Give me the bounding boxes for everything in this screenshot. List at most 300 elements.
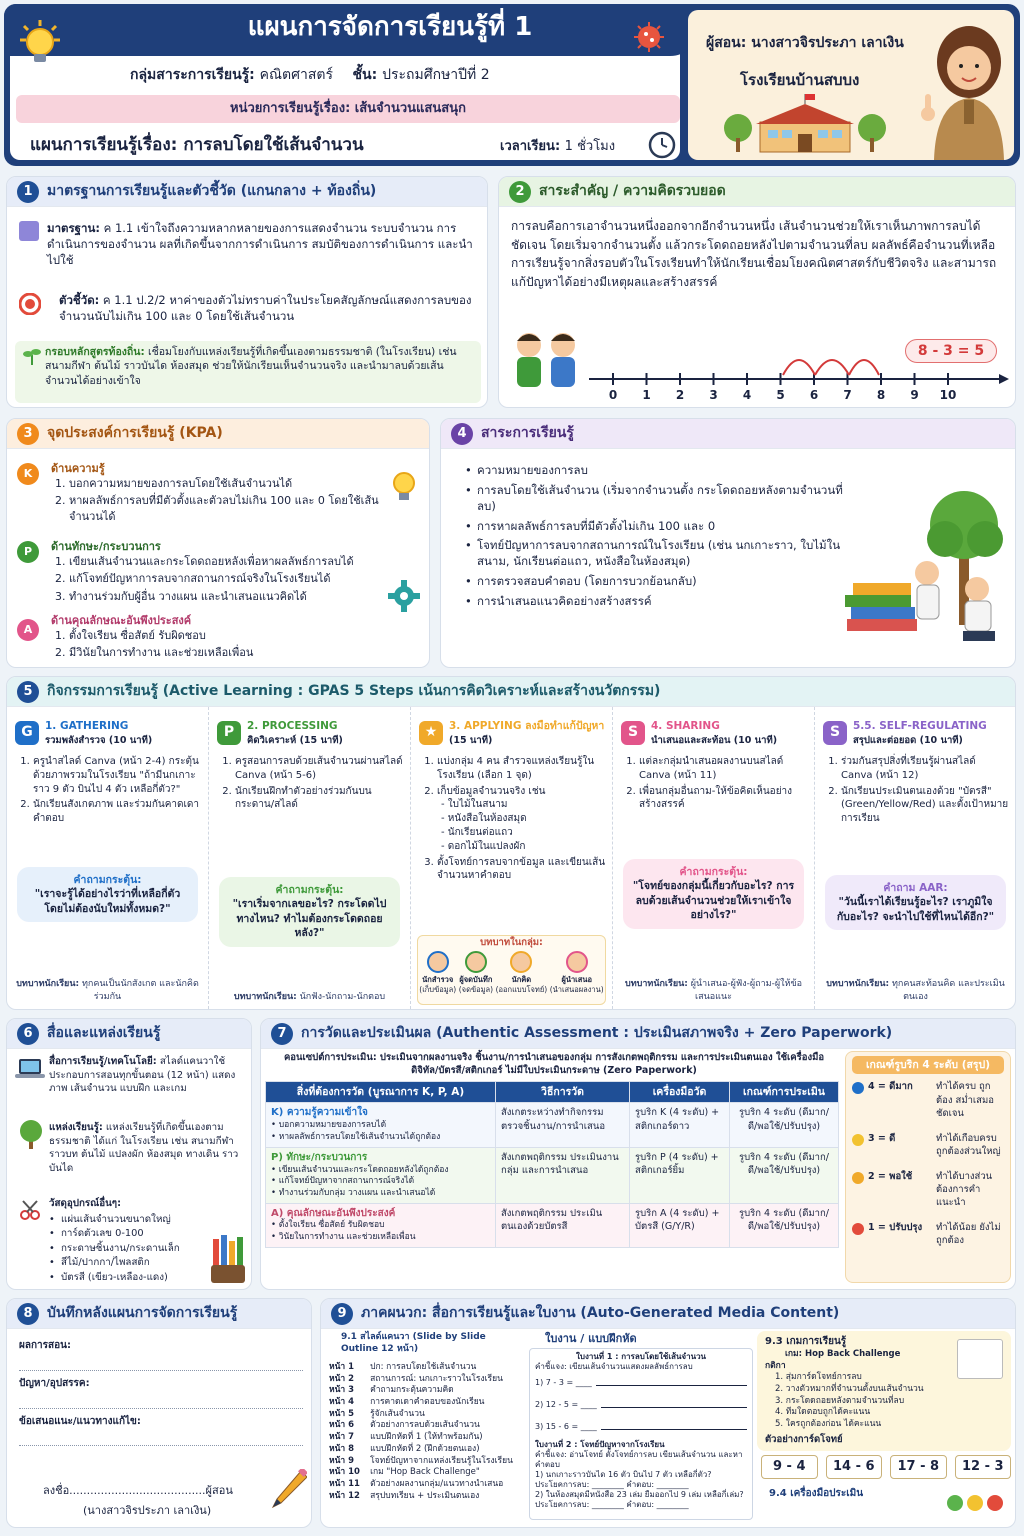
rubric-face-icon xyxy=(852,1172,864,1184)
slide-topic: แบบฝึกหัดที่ 1 (ให้ทำพร้อมกัน) xyxy=(370,1432,483,1443)
step-item: 1. ร่วมกันสรุปสิ่งที่เรียนรู้ผ่านสไลด์ Canva (หน้า 12) xyxy=(841,755,1010,783)
step-title: 5.5. SELF-REGULATING xyxy=(853,720,987,733)
group-role-figure xyxy=(510,951,532,973)
step-title: 1. GATHERING xyxy=(45,720,129,733)
measure-title xyxy=(271,1207,490,1221)
note-line[interactable] xyxy=(19,1353,303,1371)
tick-label: 1 xyxy=(642,388,651,402)
step-header xyxy=(419,713,606,753)
step-header xyxy=(15,713,202,753)
step-icon: S xyxy=(621,721,645,745)
unit-banner: หน่วยการเรียนรู้เรื่อง: เส้นจำนวนแสนสนุก xyxy=(16,95,680,123)
virus-icon xyxy=(632,20,666,54)
lightbulb-icon xyxy=(14,18,66,70)
game-card[interactable]: 12 - 3 xyxy=(955,1455,1012,1479)
hop-arc xyxy=(815,360,849,375)
game-rule: 2. วางตัวหมากที่จำนวนตั้งบนเส้นจำนวน xyxy=(775,1383,924,1394)
objective-item: 2. มีวินัยในการทำงาน และช่วยเหลือเพื่อน xyxy=(69,645,391,660)
note-line[interactable] xyxy=(19,1391,303,1409)
game-cards xyxy=(761,1455,1011,1479)
section-media: 6 สื่อและแหล่งเรียนรู้ สื่อการเรียนรู้/เทคโนโลยี: สไลด์แคนวาใช้ประกอบการสอนทุกขั้นตอน (12 หน้า) แสดงภาพ เส้นจำนวน แบบฝึก และเกม แหล่งเรียนรู้: แหล่งเรียนรู้ที่เกิดขึ้นเองตามธรรมชาติ ได้แก่ ในโรงเรียน เช่น สนามกีฬา ราวบท ต้นไม้ แปลงผัก ห้องสมุด ทางเดิน ราวบันได วัสดุอุปกรณ์อื่นๆ: • แผ่นเส้นจำนวนขนาดใหญ่ • การ์ดตัวเลข 0-100 • กระดาษชิ้นงาน/กระดานเล็ก • สีไม้/ปากกา/ไพลสติก • บัตรสี (เขียว-เหลือง-แดง) xyxy=(6,1018,252,1290)
tick-label: 8 xyxy=(876,388,886,402)
gear-icon xyxy=(387,579,421,613)
step-items xyxy=(217,755,404,812)
section-title: กิจกรรมการเรียนรู้ (Active Learning : GPAS 5 Steps เน้นการคิดวิเคราะห์และสร้างนวัตกรรม) xyxy=(47,682,661,699)
slide-row xyxy=(325,1456,525,1468)
slide-page: หน้า 3 xyxy=(329,1385,355,1396)
step-items xyxy=(419,755,606,883)
tick-label: 5 xyxy=(776,388,785,402)
tick-label: 0 xyxy=(608,388,618,402)
game-card[interactable]: 17 - 8 xyxy=(890,1455,947,1479)
equation-badge: 8 - 3 = 5 xyxy=(905,339,997,363)
slide-row xyxy=(325,1409,525,1421)
gpas-step xyxy=(209,707,411,1009)
criteria-cell: รูบริก 4 ระดับ (ดีมาก/ดี/พอใช้/ปรับปรุง) xyxy=(730,1103,839,1147)
section-number: 9 xyxy=(331,1303,353,1325)
game-rule: 5. ใครถูกต้องก่อน ได้คะแนน xyxy=(775,1419,882,1430)
worksheet-question: ประโยคการลบ: ________ คำตอบ: ________ xyxy=(535,1500,689,1510)
teacher-name: ผู้สอน: นางสาวจิรประภา เลาเงิน xyxy=(706,35,904,51)
section-number: 5 xyxy=(17,681,39,703)
tick-label: 2 xyxy=(675,388,685,402)
group-roles-title: บทบาทในกลุ่ม: xyxy=(480,937,543,948)
worksheet-question xyxy=(535,1394,747,1416)
rubric-item xyxy=(852,1080,1004,1119)
study-time: เวลาเรียน: 1 ชั่วโมง xyxy=(500,139,616,154)
notes-label: ข้อเสนอแนะ/แนวทางแก้ไข: xyxy=(19,1415,141,1427)
target-icon xyxy=(19,293,41,315)
subject-line: กลุ่มสาระการเรียนรู้: คณิตศาสตร์ ชั้น: ประถมศึกษาปีที่ 2 xyxy=(130,67,490,83)
tech-text: สไลด์แคนวาใช้ประกอบการสอนทุกขั้นตอน (12 หน้า) แสดงภาพ เส้นจำนวน แบบฝึก และเกม xyxy=(49,1056,236,1095)
prompt-bubble xyxy=(623,859,804,929)
group-role-name: นักสำรวจ xyxy=(422,975,454,985)
step-title: 3. APPLYING ลงมือทำแก้ปัญหา xyxy=(449,720,605,733)
step-item: 2. เก็บข้อมูลจำนวนจริง เช่น - ใบไม้ในสนาม - หนังสือในห้องสมุด - นักเรียนต่อแถว - ดอกไม้ในแปลงผัก xyxy=(437,785,606,854)
criteria-cell: รูบริก 4 ระดับ (ดีมาก/ดี/พอใช้/ปรับปรุง) xyxy=(730,1147,839,1203)
slide-row xyxy=(325,1420,525,1432)
group-role xyxy=(459,949,493,996)
worksheet-panel xyxy=(529,1331,753,1525)
k-badge: K xyxy=(17,463,39,485)
tick-label: 9 xyxy=(910,388,919,402)
measure-cell xyxy=(266,1203,496,1247)
tick-label: 6 xyxy=(809,388,819,402)
student-role xyxy=(215,991,404,1003)
objective-item: 2. แก้โจทย์ปัญหาการลบจากสถานการณ์จริงในโรงเรียนได้ xyxy=(69,571,391,586)
step-subtitle: คิดวิเคราะห์ (15 นาที) xyxy=(247,734,343,746)
slide-page: หน้า 7 xyxy=(329,1432,355,1443)
measure-tag: A) xyxy=(271,1207,284,1219)
a-badge: A xyxy=(17,619,39,641)
prompt-title: คำถามกระตุ้น: xyxy=(275,884,344,896)
worksheet-2-questions xyxy=(535,1470,747,1510)
rubric-desc: ทำได้ครบ ถูกต้อง สม่ำเสมอ ชัดเจน xyxy=(936,1081,994,1119)
section-standards: 1 มาตรฐานการเรียนรู้และตัวชี้วัด (แกนกลาง + ท้องถิ่น) มาตรฐาน: ค 1.1 เข้าใจถึงความหลากหลายของการแสดงจำนวน ระบบจำนวน การดำเนินการของจำนวน ผลที่เกิดขึ้นจากการดำเนินการ สมบัติของการดำเนินการ และนำไปใช้ ตัวชี้วัด: ค 1.1 ป.2/2 หาค่าของตัวไม่ทราบค่าในประโยคสัญลักษณ์แสดงการลบของจำนวนนับไม่เกิน 100 และ 0 โดยใช้เส้นจำนวน กรอบหลักสูตรท้องถิ่น: เชื่อมโยงกับแหล่งเรียนรู้ที่เกิดขึ้นเองตามธรรมชาติ (ในโรงเรียน) เช่น สนามกีฬา ต้นไม้ ราวบันได ห้องสมุด ช่วยให้นักเรียนเห็นจำนวนจริง และนำมาลบด้วยเส้นจำนวนได้อย่างเข้าใจ xyxy=(6,176,488,408)
slide-topic: เกม "Hop Back Challenge" xyxy=(370,1467,480,1478)
step-header xyxy=(217,713,404,753)
game-rules xyxy=(765,1372,1003,1431)
method-cell: สังเกตระหว่างทำกิจกรรม ตรวจชิ้นงาน/การนำเสนอ xyxy=(496,1103,630,1147)
slide-row xyxy=(325,1444,525,1456)
rubric-level: 1 = ปรับปรุง xyxy=(868,1222,923,1234)
measure-item: • ทำงานร่วมกับกลุ่ม วางแผน และนำเสนอได้ xyxy=(271,1187,436,1198)
game-rule: 3. กระโดดถอยหลังตามจำนวนที่ลบ xyxy=(775,1395,905,1406)
prompt-text: "เราเริ่มจากเลขอะไร? กระโดดไปทางไหน? ทำไมต้องกระโดดถอยหลัง?" xyxy=(232,898,387,940)
rubric-title: เกณฑ์รูบริก 4 ระดับ (สรุป) xyxy=(852,1056,1004,1074)
step-item: 1. แต่ละกลุ่มนำเสนอผลงานบนสไลด์ Canva (หน้า 11) xyxy=(639,755,808,783)
tick-label: 7 xyxy=(843,388,852,402)
rubric-desc: ทำได้น้อย ยังไม่ถูกต้อง xyxy=(936,1222,1001,1247)
pencil-icon xyxy=(271,1469,307,1509)
group-role-desc: (นำเสนอผลงาน) xyxy=(549,985,604,995)
signature-line: ลงชื่อ.......................................ผู้สอน xyxy=(43,1484,233,1497)
prompt-bubble xyxy=(17,867,198,922)
section-content xyxy=(440,418,1016,668)
school-building-icon xyxy=(720,94,890,154)
measure-item: • บอกความหมายของการลบได้ xyxy=(271,1120,387,1131)
step-header xyxy=(621,713,808,753)
slide-topic: ตัวอย่างการลบด้วยเส้นจำนวน xyxy=(370,1420,480,1431)
prompt-bubble xyxy=(825,875,1006,930)
section-number: 1 xyxy=(17,181,39,203)
slide-page: หน้า 6 xyxy=(329,1420,355,1431)
section-title: การวัดและประเมินผล (Authentic Assessment : ประเมินสภาพจริง + Zero Paperwork) xyxy=(301,1024,893,1041)
material-item: • สีไม้/ปากกา/ไพลสติก xyxy=(49,1256,209,1270)
measure-item: • วินัยในการทำงาน และช่วยเหลือเพื่อน xyxy=(271,1232,416,1243)
k-list xyxy=(51,476,381,524)
measure-item: • เขียนเส้นจำนวนและกระโดดถอยหลังได้ถูกต้อง xyxy=(271,1164,449,1175)
group-role-figure xyxy=(465,951,487,973)
role-label: บทบาทนักเรียน: xyxy=(233,991,297,1002)
step-subitem: - หนังสือในห้องสมุด xyxy=(441,813,527,825)
content-item: • การลบโดยใช้เส้นจำนวน (เริ่มจากจำนวนตั้ง กระโดดถอยหลังตามจำนวนที่ลบ) xyxy=(465,483,845,515)
game-rule: 1. สุ่มการ์ดโจทย์การลบ xyxy=(775,1372,862,1383)
group-role xyxy=(419,949,456,996)
game-title: 9.3 เกมการเรียนรู้ xyxy=(765,1336,847,1347)
objective-item: 2. หาผลลัพธ์การลบที่มีตัวตั้งและตัวลบไม่เกิน 100 และ 0 โดยใช้เส้นจำนวนได้ xyxy=(69,493,381,523)
worksheet-question: ประโยคการลบ: ________ คำตอบ: ________ xyxy=(535,1480,689,1490)
section-activities xyxy=(6,676,1016,1010)
section-concept xyxy=(498,176,1016,408)
group-role-name: ผู้นำเสนอ xyxy=(561,975,592,985)
step-title: 2. PROCESSING xyxy=(247,720,338,733)
step-subtitle: สรุปและต่อยอด (10 นาที) xyxy=(853,734,963,746)
section-title: ภาคผนวก: สื่อการเรียนรู้และใบงาน (Auto-Generated Media Content) xyxy=(361,1304,840,1321)
table-header: สิ่งที่ต้องการวัด (บูรณาการ K, P, A) xyxy=(266,1082,496,1103)
gpas-step xyxy=(815,707,1016,1009)
content-item: • การนำเสนอแนวคิดอย่างสร้างสรรค์ xyxy=(465,594,845,610)
step-title-wrap xyxy=(45,719,152,747)
section-number: 8 xyxy=(17,1303,39,1325)
mini-number-line xyxy=(596,1380,747,1386)
content-item: • การตรวจสอบคำตอบ (โดยการบวกย้อนกลับ) xyxy=(465,574,845,590)
game-panel: 9.3 เกมการเรียนรู้ เกม: Hop Back Challenge กติกา 1. สุ่มการ์ดโจทย์การลบ 2. วางตัวหมากที่จำนวนตั้งบนเส้นจำนวน 3. กระโดดถอยหลังตามจำนวนที่ลบ 4. ทีมใดตอบถูกได้คะแนน 5. ใครถูกต้องก่อน ได้คะแนน ตัวอย่างการ์ดโจทย์ xyxy=(757,1331,1011,1451)
rubric-face-icon xyxy=(852,1134,864,1146)
page-title: แผนการจัดการเรียนรู้ที่ 1 xyxy=(247,12,533,42)
objective-item: 3. ทำงานร่วมกับผู้อื่น วางแผน และนำเสนอแนวคิดได้ xyxy=(69,589,391,604)
gpas-step xyxy=(411,707,613,1009)
student-role xyxy=(619,978,808,1003)
step-subtitle: (15 นาที) xyxy=(449,734,493,746)
section-title: บันทึกหลังแผนการจัดการเรียนรู้ xyxy=(47,1304,238,1321)
step-item: 2. นักเรียนสังเกตภาพ และร่วมกันคาดเดาคำตอบ xyxy=(33,798,202,826)
step-item: 1. ครูสอนการลบด้วยเส้นจำนวนผ่านสไลด์ Canva (หน้า 5-6) xyxy=(235,755,404,783)
step-items xyxy=(15,755,202,826)
source-text: แหล่งเรียนรู้ที่เกิดขึ้นเองตามธรรมชาติ ได้แก่ ในโรงเรียน เช่น สนามกีฬา ราวบท ต้นไม้ แปลงผัก ห้องสมุด ทางเดิน ราวบันได xyxy=(49,1122,239,1174)
step-title-wrap xyxy=(247,719,343,747)
role-text: ทุกคนสะท้อนคิด และประเมินตนเอง xyxy=(891,979,1005,1002)
gpas-step xyxy=(613,707,815,1009)
method-cell: สังเกตพฤติกรรม ประเมินงานกลุ่ม และการนำเสนอ xyxy=(496,1147,630,1203)
books-students-icon xyxy=(837,549,1007,649)
tool-cell: รูบริก A (4 ระดับ) + บัตรสี (G/Y/R) xyxy=(630,1203,730,1247)
slides-panel xyxy=(325,1331,525,1525)
concept-text: การลบคือการเอาจำนวนหนึ่งออกจากอีกจำนวนหนึ่ง เส้นจำนวนช่วยให้เราเห็นภาพการลบได้ชัดเจน โดยเริ่มจากจำนวนตั้ง แล้วกระโดดถอยหลังไปตามจำนวนที่ลบ ผลลัพธ์คือจำนวนที่เหลือ การเรียนรู้จากสิ่งรอบตัวในโรงเรียนทำให้นักเรียนเชื่อมโยงคณิตศาสตร์กับชีวิตจริง และสามารถแก้ปัญหาได้อย่างมีเหตุผลและสร้างสรรค์ xyxy=(511,219,997,289)
section-title: มาตรฐานการเรียนรู้และตัวชี้วัด (แกนกลาง + ท้องถิ่น) xyxy=(47,182,377,199)
table-header: เครื่องมือวัด xyxy=(630,1082,730,1103)
slide-row xyxy=(325,1467,525,1479)
group-role-desc: (จดข้อมูล) xyxy=(458,985,494,995)
section-assessment xyxy=(260,1018,1016,1290)
slide-row xyxy=(325,1479,525,1491)
measure-name: ทักษะ/กระบวนการ xyxy=(286,1151,368,1163)
materials-label: วัสดุอุปกรณ์อื่นๆ: xyxy=(49,1198,121,1209)
step-header xyxy=(823,713,1010,753)
step-item: 2. เพื่อนกลุ่มอื่นถาม-ให้ข้อคิดเห็นอย่างสร้างสรรค์ xyxy=(639,785,808,813)
step-icon: S xyxy=(823,721,847,745)
game-name: เกม: Hop Back Challenge xyxy=(785,1348,901,1359)
rubric-level: 4 = ดีมาก xyxy=(868,1081,913,1093)
material-item: • บัตรสี (เขียว-เหลือง-แดง) xyxy=(49,1271,209,1285)
slide-page: หน้า 11 xyxy=(329,1479,360,1489)
slide-topic: โจทย์ปัญหาจากแหล่งเรียนรู้ในโรงเรียน xyxy=(370,1455,513,1466)
hop-arc xyxy=(849,360,879,375)
neutral-face-icon xyxy=(967,1495,983,1511)
notes-label: ผลการสอน: xyxy=(19,1340,71,1351)
game-card[interactable]: 14 - 6 xyxy=(826,1455,883,1479)
role-label: บทบาทนักเรียน: xyxy=(826,979,890,990)
slide-row xyxy=(325,1385,525,1397)
standard-text: ค 1.1 เข้าใจถึงความหลากหลายของการแสดงจำนวน ระบบจำนวน การดำเนินการของจำนวน ผลที่เกิดขึ้นจากการดำเนินการ สมบัติของการดำเนินการ และนำไปใช้ xyxy=(47,221,473,267)
slide-page: หน้า 5 xyxy=(329,1408,355,1419)
note-line[interactable] xyxy=(19,1428,303,1446)
step-item: 3. ตั้งโจทย์การลบจากข้อมูล และเขียนเส้นจำนวนหาคำตอบ xyxy=(437,856,606,884)
step-subitem: - ใบไม้ในสนาม xyxy=(441,799,508,811)
materials-list xyxy=(49,1213,209,1285)
step-item: 1. แบ่งกลุ่ม 4 คน สำรวจแหล่งเรียนรู้ในโรงเรียน (เลือก 1 จุด) xyxy=(437,755,606,783)
notes-label: ปัญหา/อุปสรรค: xyxy=(19,1377,90,1389)
measure-tag: K) xyxy=(271,1107,284,1119)
game-card[interactable]: 9 - 4 xyxy=(761,1455,818,1479)
step-subitems xyxy=(437,798,606,853)
question-text: 3) 15 - 6 = ____ xyxy=(535,1422,597,1432)
section-number: 4 xyxy=(451,423,473,445)
group-role-figure xyxy=(566,951,588,973)
measure-cell xyxy=(266,1103,496,1147)
table-header: เกณฑ์การประเมิน xyxy=(730,1082,839,1103)
school-name: โรงเรียนบ้านสบบง xyxy=(740,71,860,89)
section-number: 2 xyxy=(509,181,531,203)
rubric-item xyxy=(852,1221,1004,1247)
game-board-icon xyxy=(957,1339,1003,1379)
student-role xyxy=(13,978,202,1003)
slide-page: หน้า 10 xyxy=(329,1467,360,1478)
step-items xyxy=(823,755,1010,826)
worksheet-question: 2) ในห้องสมุดมีหนังสือ 23 เล่ม ยืมออกไป 9 เล่ม เหลือกี่เล่ม? xyxy=(535,1490,744,1500)
material-item: • กระดาษชิ้นงาน/กระดานเล็ก xyxy=(49,1242,209,1256)
section-title: สื่อและแหล่งเรียนรู้ xyxy=(47,1024,161,1041)
subject: คณิตศาสตร์ xyxy=(259,67,334,83)
mini-number-line xyxy=(601,1424,747,1430)
hop-arc xyxy=(783,360,815,375)
slide-row xyxy=(325,1374,525,1386)
sad-face-icon xyxy=(987,1495,1003,1511)
worksheet-question xyxy=(535,1416,747,1438)
pencils-icon xyxy=(211,1231,247,1283)
rubric-desc: ทำได้บางส่วน ต้องการคำแนะนำ xyxy=(936,1171,993,1209)
slide-page: หน้า 12 xyxy=(329,1490,360,1501)
section-number: 3 xyxy=(17,423,39,445)
number-line xyxy=(589,327,1009,403)
group-role-name: ผู้จดบันทึก xyxy=(459,975,493,985)
measure-item: • ตั้งใจเรียน ซื่อสัตย์ รับผิดชอบ xyxy=(271,1220,385,1231)
step-item: 1. ครูนำสไลด์ Canva (หน้า 2-4) กระตุ้นด้วยภาพรวมในโรงเรียน "ถ้ามีนกเกาะราว 9 ตัว บินไป 4 ตัว เหลือกี่ตัว?" xyxy=(33,755,202,796)
objective-item: 1. บอกความหมายของการลบโดยใช้เส้นจำนวนได้ xyxy=(69,476,381,491)
slide-topic: การคาดเดาคำตอบของนักเรียน xyxy=(370,1396,485,1407)
question-text: 2) 12 - 5 = ____ xyxy=(535,1400,597,1410)
slide-topic: สรุปบทเรียน + ประเมินตนเอง xyxy=(370,1490,480,1501)
worksheet-title: ใบงาน / แบบฝึกหัด xyxy=(545,1332,637,1345)
slide-row xyxy=(325,1491,525,1503)
prompt-text: "วันนี้เราได้เรียนรู้อะไร? เราภูมิใจกับอะไร? จะนำไปใช้ที่ไหนได้อีก?" xyxy=(836,896,995,923)
slide-page: หน้า 4 xyxy=(329,1396,355,1407)
step-title-wrap xyxy=(651,719,777,747)
slide-topic: สถานการณ์: นกเกาะราวในโรงเรียน xyxy=(370,1373,503,1384)
material-item: • การ์ดตัวเลข 0-100 xyxy=(49,1227,209,1241)
step-icon: ★ xyxy=(419,721,443,745)
laptop-icon xyxy=(15,1057,45,1081)
step-items xyxy=(621,755,808,812)
question-text: 1) 7 - 3 = ____ xyxy=(535,1378,592,1388)
group-role xyxy=(550,949,604,996)
rubric-face-icon xyxy=(852,1082,864,1094)
worksheet-question: 1) นกเกาะราวบันได 16 ตัว บินไป 7 ตัว เหลือกี่ตัว? xyxy=(535,1470,712,1480)
prompt-text: "โจทย์ของกลุ่มนี้เกี่ยวกับอะไร? การลบด้วยเส้นจำนวนช่วยให้เราเข้าใจอย่างไร?" xyxy=(632,880,795,922)
section-title: จุดประสงค์การเรียนรู้ (KPA) xyxy=(47,424,223,441)
slide-row xyxy=(325,1432,525,1444)
scissors-icon xyxy=(19,1199,41,1221)
slide-row xyxy=(325,1362,525,1374)
plan-title: แผนการเรียนรู้เรื่อง: การลบโดยใช้เส้นจำนวน xyxy=(30,135,364,155)
slide-page: หน้า 1 xyxy=(329,1361,355,1372)
step-subitem: - นักเรียนต่อแถว xyxy=(441,826,513,838)
worksheet-sheet: ใบงานที่ 1 : การลบโดยใช้เส้นจำนวน คำชี้แจง: เขียนเส้นจำนวนแสดงผลลัพธ์การลบ 1) 7 - 3 = ____ 2) 12 - 5 = ____ 3) 15 - 6 = ____ ใบงานที่ 2 : โจทย์ปัญหาจากโรงเรียน คำชี้แจง: อ่านโจทย์ ตั้งโจทย์การลบ เขียนเส้นจำนวน และหาคำตอบ 1) นกเกาะราวบันได 16 ตัว บินไป 7 ตัว เหลือกี่ตัว? ประโยคการลบ: ________ คำตอบ: ________ 2) ในห้องสมุดมีหนังสือ 23 เล่ม ยืมออกไป 9 เล่ม เหลือกี่เล่ม? ประโยคการลบ: ________ คำตอบ: ________ xyxy=(529,1348,753,1520)
section-appendix xyxy=(320,1298,1016,1528)
happy-face-icon xyxy=(947,1495,963,1511)
gpas-step xyxy=(7,707,209,1009)
content-item: • การหาผลลัพธ์การลบที่มีตัวตั้งไม่เกิน 100 และ 0 xyxy=(465,519,845,535)
group-role-desc: (ออกแบบโจทย์) xyxy=(495,985,548,995)
tick-label: 4 xyxy=(742,388,752,402)
rubric-box xyxy=(845,1051,1011,1283)
role-text: นักฟัง-นักถาม-นักตอบ xyxy=(299,991,386,1002)
step-title: 4. SHARING xyxy=(651,720,720,733)
content-item: • โจทย์ปัญหาการลบจากสถานการณ์ในโรงเรียน (เช่น นกเกาะราว, ใบไม้ในสนาม, นักเรียนต่อแถว, หนังสือในห้องสมุด) xyxy=(465,538,845,570)
group-role-name: นักคิด xyxy=(511,975,532,985)
measure-title xyxy=(271,1106,490,1120)
assessment-table xyxy=(265,1081,839,1248)
worksheet-1-questions xyxy=(535,1372,747,1438)
step-icon: P xyxy=(217,721,241,745)
section-notes xyxy=(6,1298,312,1528)
role-label: บทบาทนักเรียน: xyxy=(16,979,80,990)
prompt-title: คำถามกระตุ้น: xyxy=(73,874,142,886)
rubric-level: 3 = ดี xyxy=(868,1132,896,1144)
local-text: เชื่อมโยงกับแหล่งเรียนรู้ที่เกิดขึ้นเองตามธรรมชาติ (ในโรงเรียน) เช่น สนามกีฬา ต้นไม้ ราวบันได ห้องสมุด ช่วยให้นักเรียนเห็นจำนวนจริง และนำมาลบด้วยเส้นจำนวนได้อย่างเข้าใจ xyxy=(45,346,457,387)
group-roles xyxy=(417,935,606,1005)
section-title: สาระการเรียนรู้ xyxy=(481,424,574,441)
step-title-wrap xyxy=(449,719,604,747)
step-item: 2. นักเรียนฝึกทำตัวอย่างร่วมกันบนกระดาน/สไลด์ xyxy=(235,785,404,813)
measure-tag: P) xyxy=(271,1151,283,1163)
section-number: 6 xyxy=(17,1023,39,1045)
step-title-wrap xyxy=(853,719,987,747)
local-curriculum-box: กรอบหลักสูตรท้องถิ่น: เชื่อมโยงกับแหล่งเรียนรู้ที่เกิดขึ้นเองตามธรรมชาติ (ในโรงเรียน) เช่น สนามกีฬา ต้นไม้ ราวบันได ห้องสมุด ช่วยให้นักเรียนเห็นจำนวนจริง และนำมาลบด้วยเส้นจำนวนได้อย่างเข้าใจ xyxy=(15,341,481,403)
tool-title: 9.4 เครื่องมือประเมิน xyxy=(769,1488,864,1499)
measure-item: • แก้โจทย์ปัญหาจากสถานการณ์จริงได้ xyxy=(271,1176,415,1187)
tick-label: 3 xyxy=(709,388,718,402)
slide-topic: แบบฝึกหัดที่ 2 (ฝึกด้วยตนเอง) xyxy=(370,1443,480,1454)
step-subtitle: รวมพลังสำรวจ (10 นาที) xyxy=(45,734,153,746)
p-list xyxy=(51,554,391,604)
content-list xyxy=(465,463,845,614)
measure-item: • หาผลลัพธ์การลบโดยใช้เส้นจำนวนได้ถูกต้อง xyxy=(271,1132,441,1142)
rubric-item xyxy=(852,1170,1004,1209)
rubric-item xyxy=(852,1132,1004,1158)
group-role xyxy=(496,949,548,996)
objective-item: 1. ตั้งใจเรียน ซื่อสัตย์ รับผิดชอบ xyxy=(69,628,391,643)
step-subtitle: นำเสนอและสะท้อน (10 นาที) xyxy=(651,734,778,746)
role-label: บทบาทนักเรียน: xyxy=(624,979,688,990)
teacher-avatar xyxy=(914,22,1014,160)
slide-topic: รู้จักเส้นจำนวน xyxy=(370,1408,425,1419)
tool-cell: รูบริก P (4 ระดับ) + สติกเกอร์ยิ้ม xyxy=(630,1147,730,1203)
role-text: ทุกคนเป็นนักสังเกต และนักคิดร่วมกัน xyxy=(81,979,199,1002)
children-icon xyxy=(507,327,587,393)
measure-name: คุณลักษณะอันพึงประสงค์ xyxy=(286,1207,396,1219)
mini-number-line xyxy=(601,1402,747,1408)
grade: ประถมศึกษาปีที่ 2 xyxy=(382,67,490,83)
measure-cell xyxy=(266,1147,496,1203)
group-role-figure xyxy=(427,951,449,973)
slide-page: หน้า 8 xyxy=(329,1443,355,1454)
group-roles-row xyxy=(418,949,605,996)
method-cell: สังเกตพฤติกรรม ประเมินตนเองด้วยบัตรสี xyxy=(496,1203,630,1247)
indicator-text: ค 1.1 ป.2/2 หาค่าของตัวไม่ทราบค่าในประโยคสัญลักษณ์แสดงการลบของจำนวนนับไม่เกิน 100 และ 0 โดยใช้เส้นจำนวน xyxy=(59,293,472,323)
sprout-icon xyxy=(23,347,41,365)
rubric-list xyxy=(852,1080,1004,1247)
tick-label: 10 xyxy=(939,388,957,402)
slide-page: หน้า 2 xyxy=(329,1373,355,1384)
content-item: • ความหมายของการลบ xyxy=(465,463,845,479)
emoji-faces xyxy=(947,1495,1003,1511)
table-header: วิธีการวัด xyxy=(496,1082,630,1103)
table-row xyxy=(266,1103,839,1147)
rubric-level: 2 = พอใช้ xyxy=(868,1171,913,1183)
student-role xyxy=(821,978,1010,1003)
section-objectives: 3 จุดประสงค์การเรียนรู้ (KPA) K ด้านความรู้ 1. บอกความหมายของการลบโดยใช้เส้นจำนวนได้ 2. หาผลลัพธ์การลบที่มีตัวตั้งและตัวลบไม่เกิน 100 และ 0 โดยใช้เส้นจำนวนได้ P ด้านทักษะ/กระบวนการ 1. เขียนเส้นจำนวนและกระโดดถอยหลังเพื่อหาผลลัพธ์การลบได้ 2. แก้โจทย์ปัญหาการลบจากสถานการณ์จริงในโรงเรียนได้ 3. ทำงานร่วมกับผู้อื่น วางแผน และนำเสนอแนวคิดได้ A ด้านคุณลักษณะอันพึงประสงค์ 1. ตั้งใจเรียน ซื่อสัตย์ รับผิดชอบ 2. มีวินัยในการทำงาน และช่วยเหลือเพื่อน xyxy=(6,418,430,668)
